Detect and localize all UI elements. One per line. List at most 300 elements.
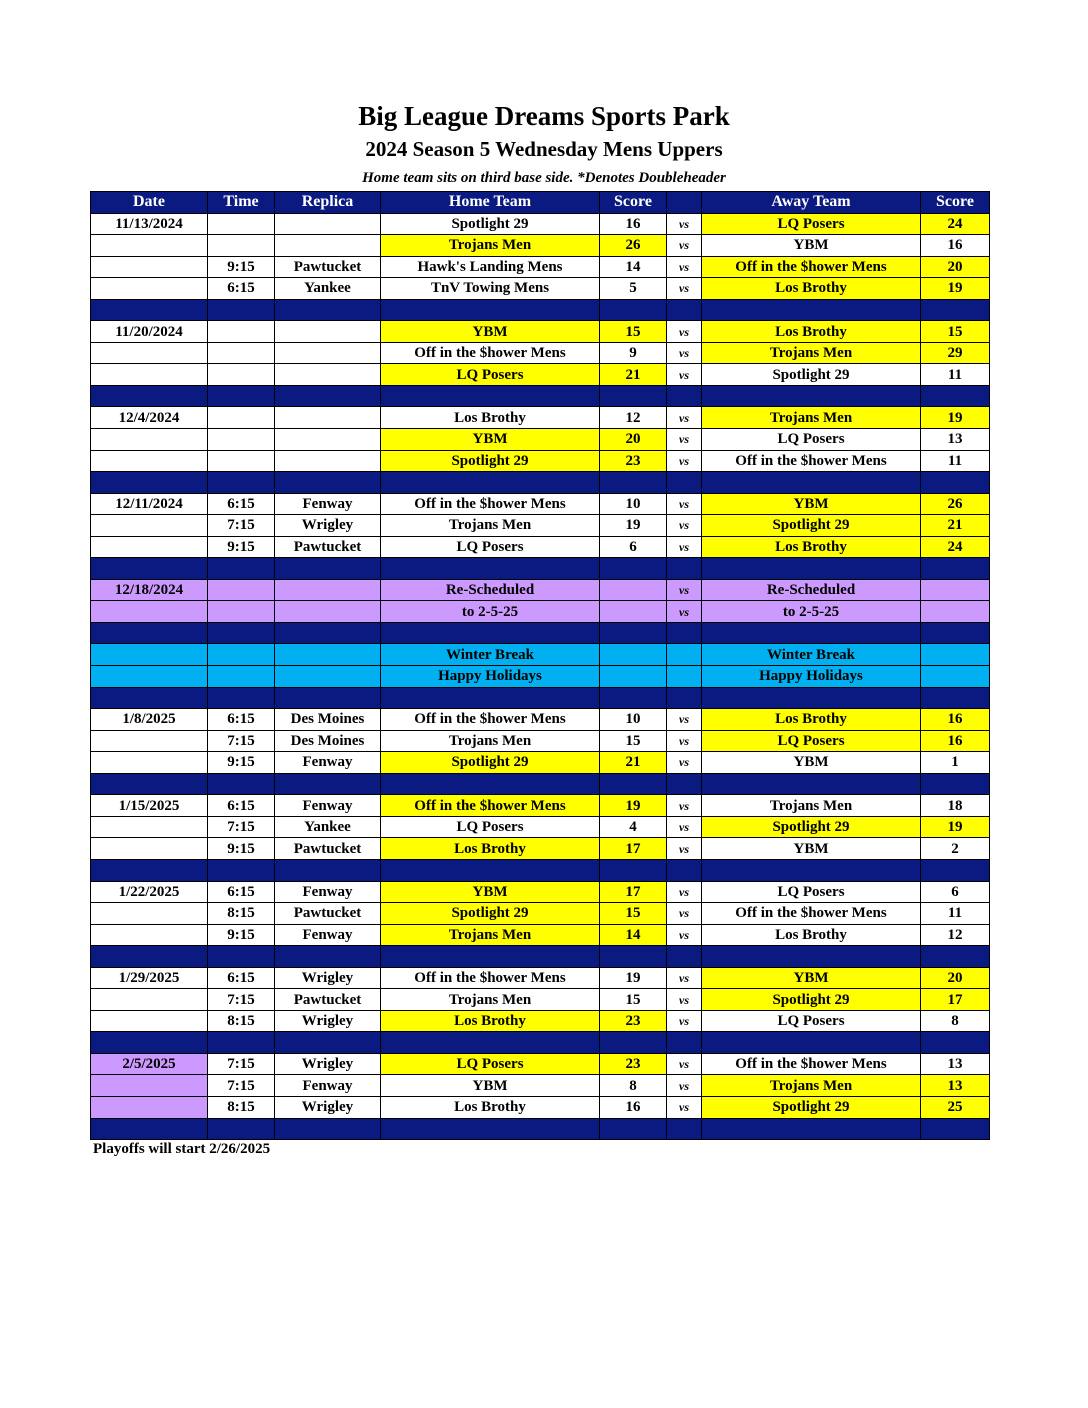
vs-cell: vs (667, 795, 702, 817)
home-team-cell: Spotlight 29 (381, 903, 600, 925)
replica-cell (275, 213, 381, 235)
away-score-cell: 16 (921, 235, 990, 257)
home-score-cell: 17 (600, 881, 667, 903)
home-score-cell: 10 (600, 709, 667, 731)
date-cell (91, 256, 208, 278)
time-cell (208, 450, 275, 472)
game-row (91, 407, 990, 429)
away-team-cell: Los Brothy (702, 278, 921, 300)
separator-cell (667, 773, 702, 795)
date-cell (91, 666, 208, 688)
home-team-cell: LQ Posers (381, 536, 600, 558)
separator-cell (667, 859, 702, 881)
separator-cell (600, 946, 667, 968)
away-score-cell: 19 (921, 407, 990, 429)
separator-cell (600, 385, 667, 407)
away-score-cell: 20 (921, 967, 990, 989)
col-replica: Replica (275, 192, 381, 214)
page-subtitle: 2024 Season 5 Wednesday Mens Uppers (365, 137, 723, 161)
separator-row (91, 622, 990, 644)
separator-cell (600, 622, 667, 644)
separator-cell (702, 558, 921, 580)
home-score-cell: 15 (600, 321, 667, 343)
vs-cell: vs (667, 816, 702, 838)
game-row (91, 515, 990, 537)
date-cell: 12/11/2024 (91, 493, 208, 515)
separator-cell (91, 472, 208, 494)
away-score-cell (921, 601, 990, 623)
separator-cell (381, 558, 600, 580)
date-cell (91, 816, 208, 838)
home-team-cell: Off in the $hower Mens (381, 709, 600, 731)
away-score-cell (921, 579, 990, 601)
separator-cell (702, 622, 921, 644)
game-row (91, 493, 990, 515)
time-cell: 9:15 (208, 536, 275, 558)
home-team-cell: Hawk's Landing Mens (381, 256, 600, 278)
replica-cell: Wrigley (275, 515, 381, 537)
vs-cell: vs (667, 1096, 702, 1118)
date-cell: 1/8/2025 (91, 709, 208, 731)
time-cell: 8:15 (208, 903, 275, 925)
game-row (91, 989, 990, 1011)
separator-cell (91, 1032, 208, 1054)
separator-cell (702, 687, 921, 709)
replica-cell: Des Moines (275, 709, 381, 731)
away-team-cell: Los Brothy (702, 536, 921, 558)
separator-cell (91, 622, 208, 644)
date-cell (91, 903, 208, 925)
separator-row (91, 687, 990, 709)
replica-cell: Fenway (275, 881, 381, 903)
separator-cell (275, 773, 381, 795)
home-team-cell: Spotlight 29 (381, 450, 600, 472)
away-team-cell: Winter Break (702, 644, 921, 666)
game-row (91, 364, 990, 386)
away-score-cell: 12 (921, 924, 990, 946)
col-time: Time (208, 192, 275, 214)
replica-cell: Fenway (275, 795, 381, 817)
home-team-cell: YBM (381, 429, 600, 451)
date-cell (91, 278, 208, 300)
game-row (91, 838, 990, 860)
home-score-cell: 14 (600, 256, 667, 278)
replica-cell: Wrigley (275, 1096, 381, 1118)
home-score-cell: 21 (600, 752, 667, 774)
replica-cell: Yankee (275, 278, 381, 300)
separator-cell (702, 946, 921, 968)
away-team-cell: YBM (702, 752, 921, 774)
home-score-cell: 12 (600, 407, 667, 429)
game-row (91, 235, 990, 257)
away-team-cell: YBM (702, 838, 921, 860)
away-team-cell: Off in the $hower Mens (702, 450, 921, 472)
playoffs-note: Playoffs will start 2/26/2025 (93, 1141, 271, 1157)
vs-cell: vs (667, 364, 702, 386)
date-cell: 12/18/2024 (91, 579, 208, 601)
page-title: Big League Dreams Sports Park (358, 101, 730, 131)
vs-cell: vs (667, 342, 702, 364)
home-team-cell: LQ Posers (381, 1053, 600, 1075)
home-team-cell: Off in the $hower Mens (381, 795, 600, 817)
replica-cell: Pawtucket (275, 536, 381, 558)
game-row (91, 1010, 990, 1032)
time-cell: 9:15 (208, 838, 275, 860)
separator-cell (702, 472, 921, 494)
separator-row (91, 1118, 990, 1140)
date-cell (91, 924, 208, 946)
away-score-cell: 13 (921, 1075, 990, 1097)
date-cell (91, 1096, 208, 1118)
schedule-note: Home team sits on third base side. *Denotes Doubleheader (362, 170, 726, 186)
separator-cell (275, 859, 381, 881)
home-team-cell: YBM (381, 321, 600, 343)
home-score-cell (600, 644, 667, 666)
home-score-cell: 15 (600, 989, 667, 1011)
away-score-cell: 11 (921, 903, 990, 925)
replica-cell: Fenway (275, 1075, 381, 1097)
home-score-cell: 9 (600, 342, 667, 364)
time-cell (208, 601, 275, 623)
game-row (91, 1096, 990, 1118)
home-score-cell: 15 (600, 903, 667, 925)
vs-cell (667, 666, 702, 688)
date-cell (91, 450, 208, 472)
separator-cell (381, 472, 600, 494)
vs-cell: vs (667, 536, 702, 558)
vs-cell: vs (667, 256, 702, 278)
vs-cell: vs (667, 601, 702, 623)
separator-cell (667, 299, 702, 321)
game-row (91, 256, 990, 278)
col-vs (667, 192, 702, 214)
replica-cell: Fenway (275, 493, 381, 515)
home-score-cell (600, 601, 667, 623)
away-team-cell: YBM (702, 967, 921, 989)
game-row (91, 1075, 990, 1097)
separator-cell (921, 946, 990, 968)
col-home-team: Home Team (381, 192, 600, 214)
vs-cell: vs (667, 838, 702, 860)
separator-cell (600, 472, 667, 494)
replica-cell: Pawtucket (275, 838, 381, 860)
separator-cell (381, 946, 600, 968)
game-row (91, 579, 990, 601)
replica-cell: Yankee (275, 816, 381, 838)
time-cell: 8:15 (208, 1096, 275, 1118)
separator-cell (600, 859, 667, 881)
separator-cell (667, 946, 702, 968)
separator-cell (208, 622, 275, 644)
away-score-cell: 19 (921, 278, 990, 300)
game-row (91, 816, 990, 838)
game-row (91, 429, 990, 451)
separator-cell (921, 773, 990, 795)
away-team-cell: LQ Posers (702, 881, 921, 903)
away-score-cell: 1 (921, 752, 990, 774)
date-cell (91, 752, 208, 774)
separator-cell (702, 1032, 921, 1054)
home-score-cell: 23 (600, 1010, 667, 1032)
replica-cell (275, 579, 381, 601)
home-score-cell: 16 (600, 213, 667, 235)
vs-cell: vs (667, 752, 702, 774)
time-cell: 6:15 (208, 881, 275, 903)
home-score-cell: 21 (600, 364, 667, 386)
home-score-cell: 15 (600, 730, 667, 752)
separator-row (91, 859, 990, 881)
separator-cell (91, 299, 208, 321)
time-cell (208, 364, 275, 386)
game-row (91, 881, 990, 903)
vs-cell: vs (667, 967, 702, 989)
separator-cell (275, 622, 381, 644)
away-team-cell: Spotlight 29 (702, 989, 921, 1011)
separator-cell (667, 385, 702, 407)
date-cell (91, 1075, 208, 1097)
home-score-cell (600, 666, 667, 688)
separator-row (91, 558, 990, 580)
separator-cell (381, 1118, 600, 1140)
separator-cell (921, 472, 990, 494)
home-score-cell: 19 (600, 795, 667, 817)
away-team-cell: Spotlight 29 (702, 515, 921, 537)
date-cell (91, 342, 208, 364)
date-cell: 12/4/2024 (91, 407, 208, 429)
away-score-cell: 13 (921, 429, 990, 451)
away-team-cell: Happy Holidays (702, 666, 921, 688)
vs-cell: vs (667, 1010, 702, 1032)
replica-cell (275, 235, 381, 257)
time-cell (208, 342, 275, 364)
separator-row (91, 946, 990, 968)
time-cell: 7:15 (208, 1053, 275, 1075)
replica-cell: Fenway (275, 752, 381, 774)
separator-cell (667, 687, 702, 709)
vs-cell: vs (667, 903, 702, 925)
separator-cell (208, 385, 275, 407)
vs-cell: vs (667, 881, 702, 903)
vs-cell: vs (667, 213, 702, 235)
time-cell (208, 321, 275, 343)
date-cell: 1/22/2025 (91, 881, 208, 903)
home-team-cell: YBM (381, 881, 600, 903)
away-score-cell: 8 (921, 1010, 990, 1032)
game-row (91, 278, 990, 300)
away-team-cell: LQ Posers (702, 213, 921, 235)
vs-cell: vs (667, 429, 702, 451)
time-cell: 7:15 (208, 816, 275, 838)
time-cell (208, 213, 275, 235)
vs-cell: vs (667, 235, 702, 257)
separator-cell (921, 1118, 990, 1140)
away-score-cell: 19 (921, 816, 990, 838)
schedule-body (91, 213, 990, 1140)
away-score-cell: 18 (921, 795, 990, 817)
time-cell: 7:15 (208, 989, 275, 1011)
away-score-cell: 2 (921, 838, 990, 860)
game-row (91, 709, 990, 731)
game-row (91, 1053, 990, 1075)
replica-cell: Wrigley (275, 1010, 381, 1032)
separator-cell (208, 1032, 275, 1054)
vs-cell: vs (667, 407, 702, 429)
date-cell (91, 536, 208, 558)
separator-row (91, 472, 990, 494)
vs-cell: vs (667, 730, 702, 752)
away-team-cell: Trojans Men (702, 407, 921, 429)
date-cell (91, 364, 208, 386)
home-score-cell: 19 (600, 515, 667, 537)
away-score-cell: 24 (921, 213, 990, 235)
schedule-table (90, 191, 990, 1140)
away-team-cell: Trojans Men (702, 1075, 921, 1097)
home-team-cell: Trojans Men (381, 515, 600, 537)
away-team-cell: Spotlight 29 (702, 816, 921, 838)
game-row (91, 450, 990, 472)
separator-cell (381, 385, 600, 407)
separator-cell (208, 472, 275, 494)
home-team-cell: to 2-5-25 (381, 601, 600, 623)
away-team-cell: Los Brothy (702, 321, 921, 343)
separator-cell (600, 773, 667, 795)
replica-cell: Fenway (275, 924, 381, 946)
away-score-cell: 20 (921, 256, 990, 278)
separator-cell (667, 622, 702, 644)
time-cell: 6:15 (208, 278, 275, 300)
game-row (91, 730, 990, 752)
vs-cell: vs (667, 493, 702, 515)
separator-cell (667, 558, 702, 580)
replica-cell: Pawtucket (275, 256, 381, 278)
replica-cell (275, 666, 381, 688)
home-score-cell: 19 (600, 967, 667, 989)
home-team-cell: Trojans Men (381, 924, 600, 946)
game-row (91, 321, 990, 343)
game-row (91, 967, 990, 989)
vs-cell: vs (667, 515, 702, 537)
home-team-cell: Los Brothy (381, 838, 600, 860)
col-away-team: Away Team (702, 192, 921, 214)
home-score-cell: 4 (600, 816, 667, 838)
separator-cell (702, 299, 921, 321)
separator-cell (600, 299, 667, 321)
date-cell: 1/15/2025 (91, 795, 208, 817)
replica-cell: Des Moines (275, 730, 381, 752)
separator-cell (91, 859, 208, 881)
date-cell (91, 838, 208, 860)
col-date: Date (91, 192, 208, 214)
time-cell: 6:15 (208, 493, 275, 515)
date-cell (91, 644, 208, 666)
date-cell (91, 515, 208, 537)
separator-row (91, 299, 990, 321)
home-team-cell: LQ Posers (381, 364, 600, 386)
separator-cell (600, 1032, 667, 1054)
away-score-cell (921, 644, 990, 666)
away-score-cell: 24 (921, 536, 990, 558)
separator-cell (381, 687, 600, 709)
separator-cell (208, 1118, 275, 1140)
separator-cell (921, 859, 990, 881)
separator-cell (275, 299, 381, 321)
separator-cell (921, 558, 990, 580)
home-score-cell: 20 (600, 429, 667, 451)
separator-cell (381, 622, 600, 644)
away-team-cell: Spotlight 29 (702, 1096, 921, 1118)
separator-row (91, 385, 990, 407)
replica-cell: Pawtucket (275, 903, 381, 925)
away-score-cell: 21 (921, 515, 990, 537)
separator-cell (208, 299, 275, 321)
away-score-cell: 25 (921, 1096, 990, 1118)
date-cell (91, 235, 208, 257)
home-team-cell: Off in the $hower Mens (381, 342, 600, 364)
home-team-cell: Re-Scheduled (381, 579, 600, 601)
vs-cell (667, 644, 702, 666)
replica-cell (275, 644, 381, 666)
time-cell: 8:15 (208, 1010, 275, 1032)
separator-cell (667, 472, 702, 494)
separator-cell (275, 385, 381, 407)
separator-cell (600, 1118, 667, 1140)
away-team-cell: Spotlight 29 (702, 364, 921, 386)
separator-cell (667, 1118, 702, 1140)
home-team-cell: Trojans Men (381, 989, 600, 1011)
vs-cell: vs (667, 1075, 702, 1097)
home-score-cell: 23 (600, 1053, 667, 1075)
home-score-cell: 26 (600, 235, 667, 257)
separator-cell (275, 558, 381, 580)
separator-cell (208, 687, 275, 709)
replica-cell (275, 364, 381, 386)
home-team-cell: Spotlight 29 (381, 752, 600, 774)
time-cell (208, 579, 275, 601)
time-cell: 7:15 (208, 730, 275, 752)
away-team-cell: Trojans Men (702, 342, 921, 364)
time-cell: 9:15 (208, 256, 275, 278)
date-cell (91, 429, 208, 451)
vs-cell: vs (667, 989, 702, 1011)
separator-cell (702, 859, 921, 881)
away-score-cell: 11 (921, 450, 990, 472)
game-row (91, 903, 990, 925)
vs-cell: vs (667, 1053, 702, 1075)
away-team-cell: LQ Posers (702, 429, 921, 451)
vs-cell: vs (667, 579, 702, 601)
separator-cell (921, 299, 990, 321)
separator-cell (275, 1032, 381, 1054)
separator-cell (921, 622, 990, 644)
away-team-cell: LQ Posers (702, 730, 921, 752)
away-score-cell: 26 (921, 493, 990, 515)
separator-cell (275, 946, 381, 968)
home-team-cell: Los Brothy (381, 1010, 600, 1032)
away-team-cell: YBM (702, 493, 921, 515)
vs-cell: vs (667, 450, 702, 472)
vs-cell: vs (667, 278, 702, 300)
time-cell (208, 429, 275, 451)
separator-cell (91, 773, 208, 795)
home-score-cell (600, 579, 667, 601)
time-cell (208, 407, 275, 429)
home-team-cell: YBM (381, 1075, 600, 1097)
away-team-cell: Los Brothy (702, 924, 921, 946)
time-cell: 6:15 (208, 709, 275, 731)
replica-cell (275, 321, 381, 343)
game-row (91, 536, 990, 558)
col-home-score: Score (600, 192, 667, 214)
